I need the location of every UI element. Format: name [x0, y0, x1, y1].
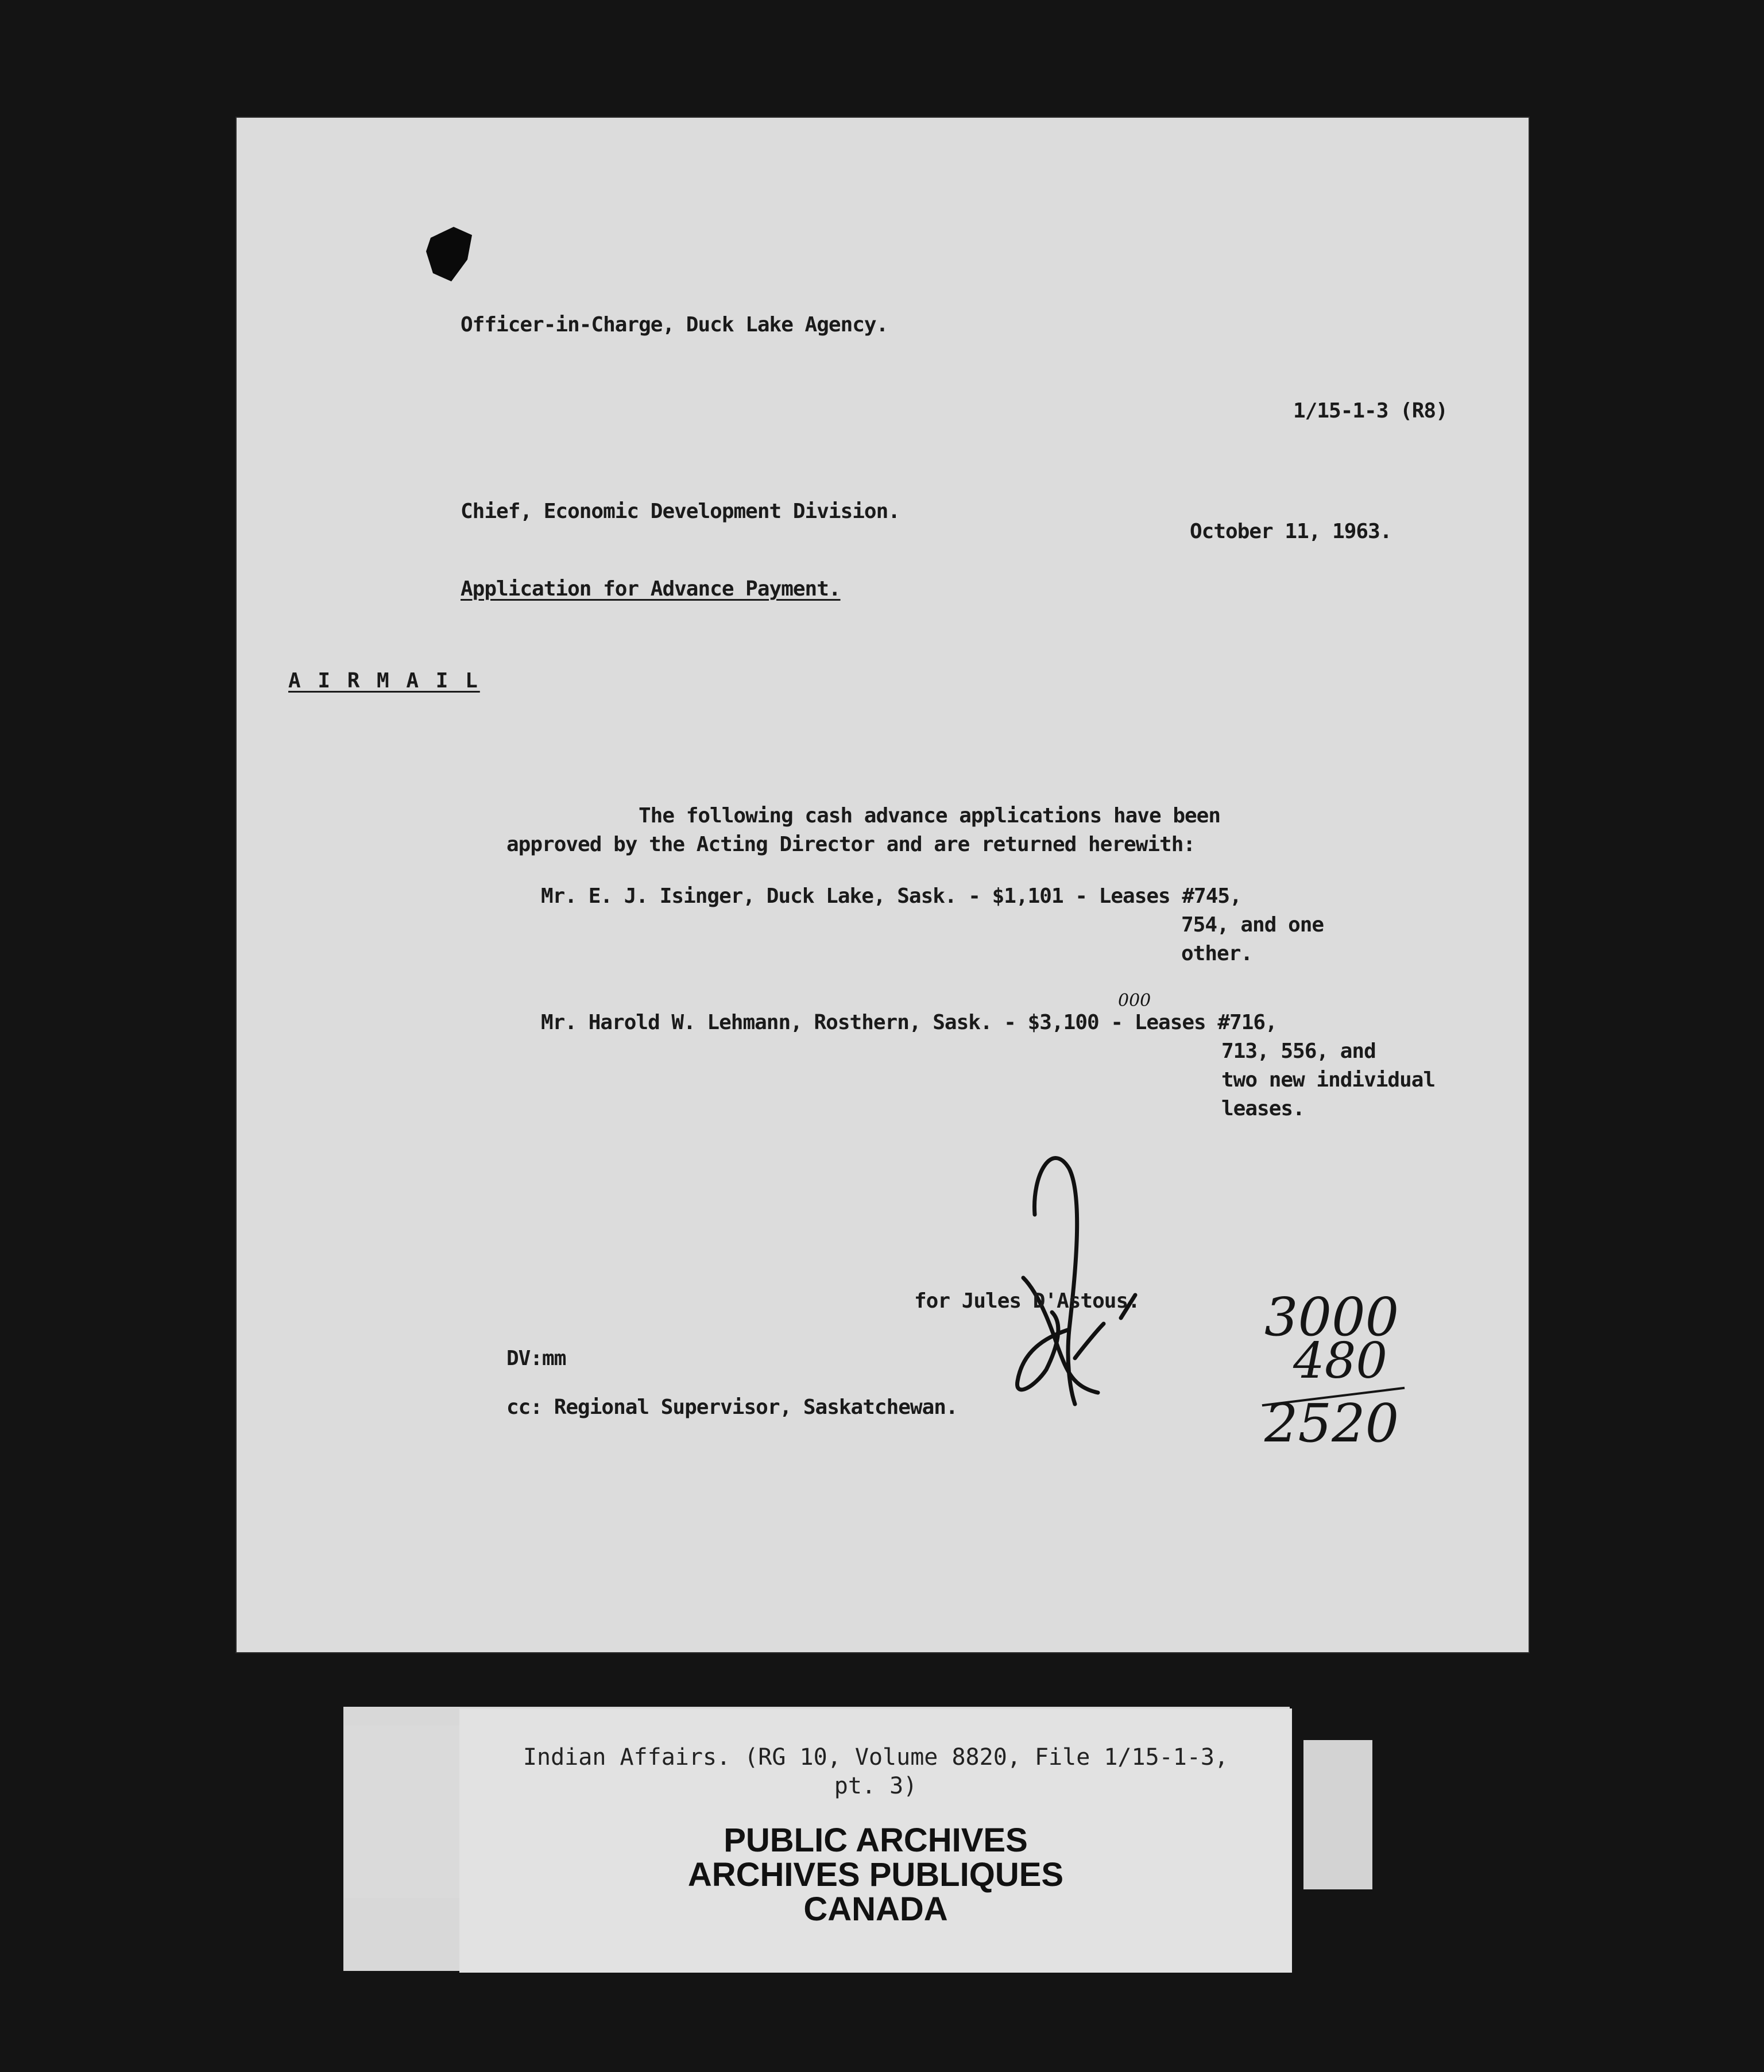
entry-2-line-2: 713, 556, and	[1221, 1039, 1376, 1063]
entry-2-line-4: leases.	[1221, 1097, 1305, 1120]
entry-1-line-1: Mr. E. J. Isinger, Duck Lake, Sask. - $1,101 - Leases #745,	[541, 884, 1241, 908]
typist-initials: DV:mm	[506, 1347, 566, 1370]
letter-page	[237, 118, 1529, 1652]
archive-stamp	[459, 1823, 1292, 1927]
archive-stamp-line-1: PUBLIC ARCHIVES	[724, 1822, 1028, 1859]
entry-1-line-2: 754, and one	[1181, 913, 1324, 937]
sender-line: Chief, Economic Development Division.	[461, 500, 900, 523]
archive-stamp-line-3: CANADA	[803, 1891, 948, 1928]
subject-line: Application for Advance Payment.	[461, 577, 841, 601]
archive-label-tab-right	[1303, 1740, 1372, 1889]
punch-hole	[426, 227, 472, 281]
entry-2-line-3: two new individual	[1221, 1068, 1436, 1092]
archive-reference	[459, 1743, 1292, 1800]
entry-1-line-3: other.	[1181, 942, 1253, 965]
archive-label-tab-left	[345, 1726, 459, 1898]
cc-line: cc: Regional Supervisor, Saskatchewan.	[506, 1395, 958, 1419]
body-line-1: The following cash advance applications have been	[639, 804, 1221, 828]
archive-stamp-line-2: ARCHIVES PUBLIQUES	[687, 1856, 1064, 1893]
tally-line-1: 3000	[1264, 1286, 1399, 1348]
amount-correction: 000	[1118, 991, 1151, 1011]
recipient-line: Officer-in-Charge, Duck Lake Agency.	[461, 313, 888, 337]
letter-date: October 11, 1963.	[1190, 520, 1392, 543]
archive-reference-line-1: Indian Affairs. (RG 10, Volume 8820, File 1/15-1-3,	[523, 1744, 1229, 1771]
tally-line-2: 480	[1293, 1332, 1388, 1390]
signoff-line: for Jules D'Astous.	[914, 1289, 1140, 1313]
archive-reference-line-2: pt. 3)	[834, 1773, 918, 1799]
archive-label	[459, 1708, 1292, 1973]
body-line-2: approved by the Acting Director and are returned herewith:	[506, 833, 1196, 856]
airmail-heading: A I R M A I L	[288, 669, 480, 693]
file-reference: 1/15-1-3 (R8)	[1293, 399, 1448, 423]
tally-total: 2520	[1264, 1393, 1399, 1454]
entry-2-line-1: Mr. Harold W. Lehmann, Rosthern, Sask. - $3,100 - Leases #716,	[541, 1011, 1277, 1034]
